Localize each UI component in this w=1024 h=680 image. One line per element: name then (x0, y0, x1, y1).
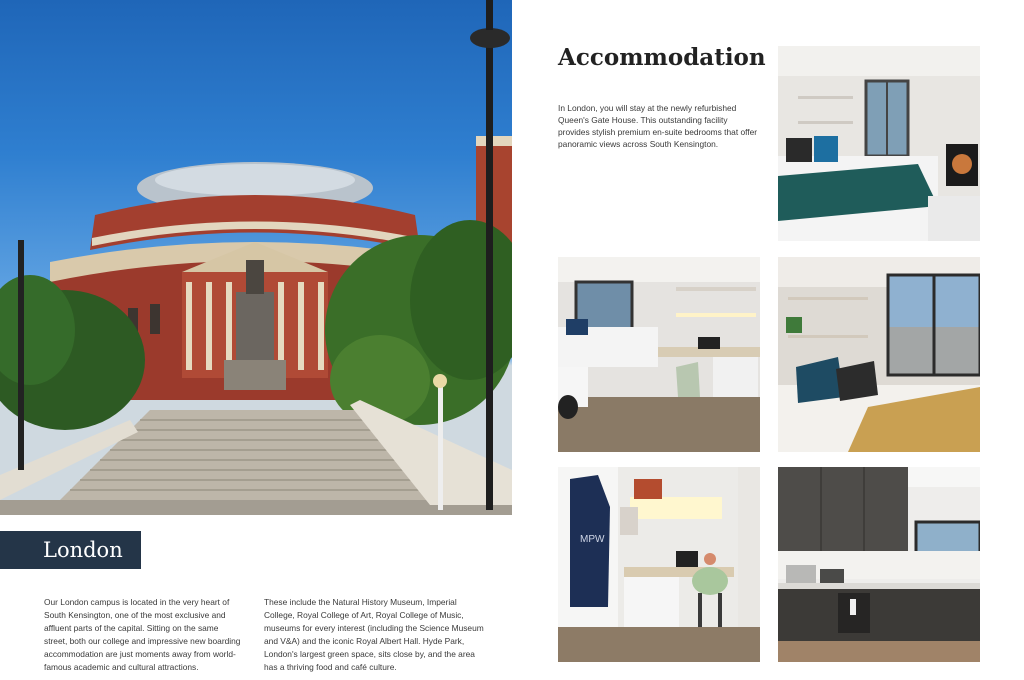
photo-study-desk-jacket (558, 467, 760, 662)
photo-bedroom-double-bed (778, 46, 980, 241)
accommodation-intro: In London, you will stay at the newly refurbished Queen's Gate House. This outstanding facility provides stylish premium en-suite bedrooms that offer panoramic views across South Kensington. (558, 103, 758, 149)
london-paragraph-1: Our London campus is located in the very heart of South Kensington, one of the most exclusive and affluent parts of the capital. Sitting on the same street, both our college and impressive new boarding accommodation are just moments away from world-famous academic and cultural attractions. (44, 597, 241, 672)
london-paragraph-2: These include the Natural History Museum, Imperial College, Royal College of Art, Royal College of Music, museums for every interest (including the Science Museum and V&A) and the iconic Royal Albert Hall. Hyde Park, London's largest green space, sits close by, and the area has a thriving food and café culture. (264, 597, 484, 672)
lamp-post (486, 40, 493, 510)
hero-photo-royal-albert-hall (0, 0, 512, 515)
royal-albert-hall-illustration (0, 0, 512, 515)
jacket-print: MPW (580, 534, 605, 545)
london-title: London (0, 531, 141, 569)
photo-bedroom-window-view (778, 257, 980, 452)
photo-shared-kitchen (778, 467, 980, 662)
accommodation-title: Accommodation (558, 44, 766, 71)
photo-bedroom-desk (558, 257, 760, 452)
